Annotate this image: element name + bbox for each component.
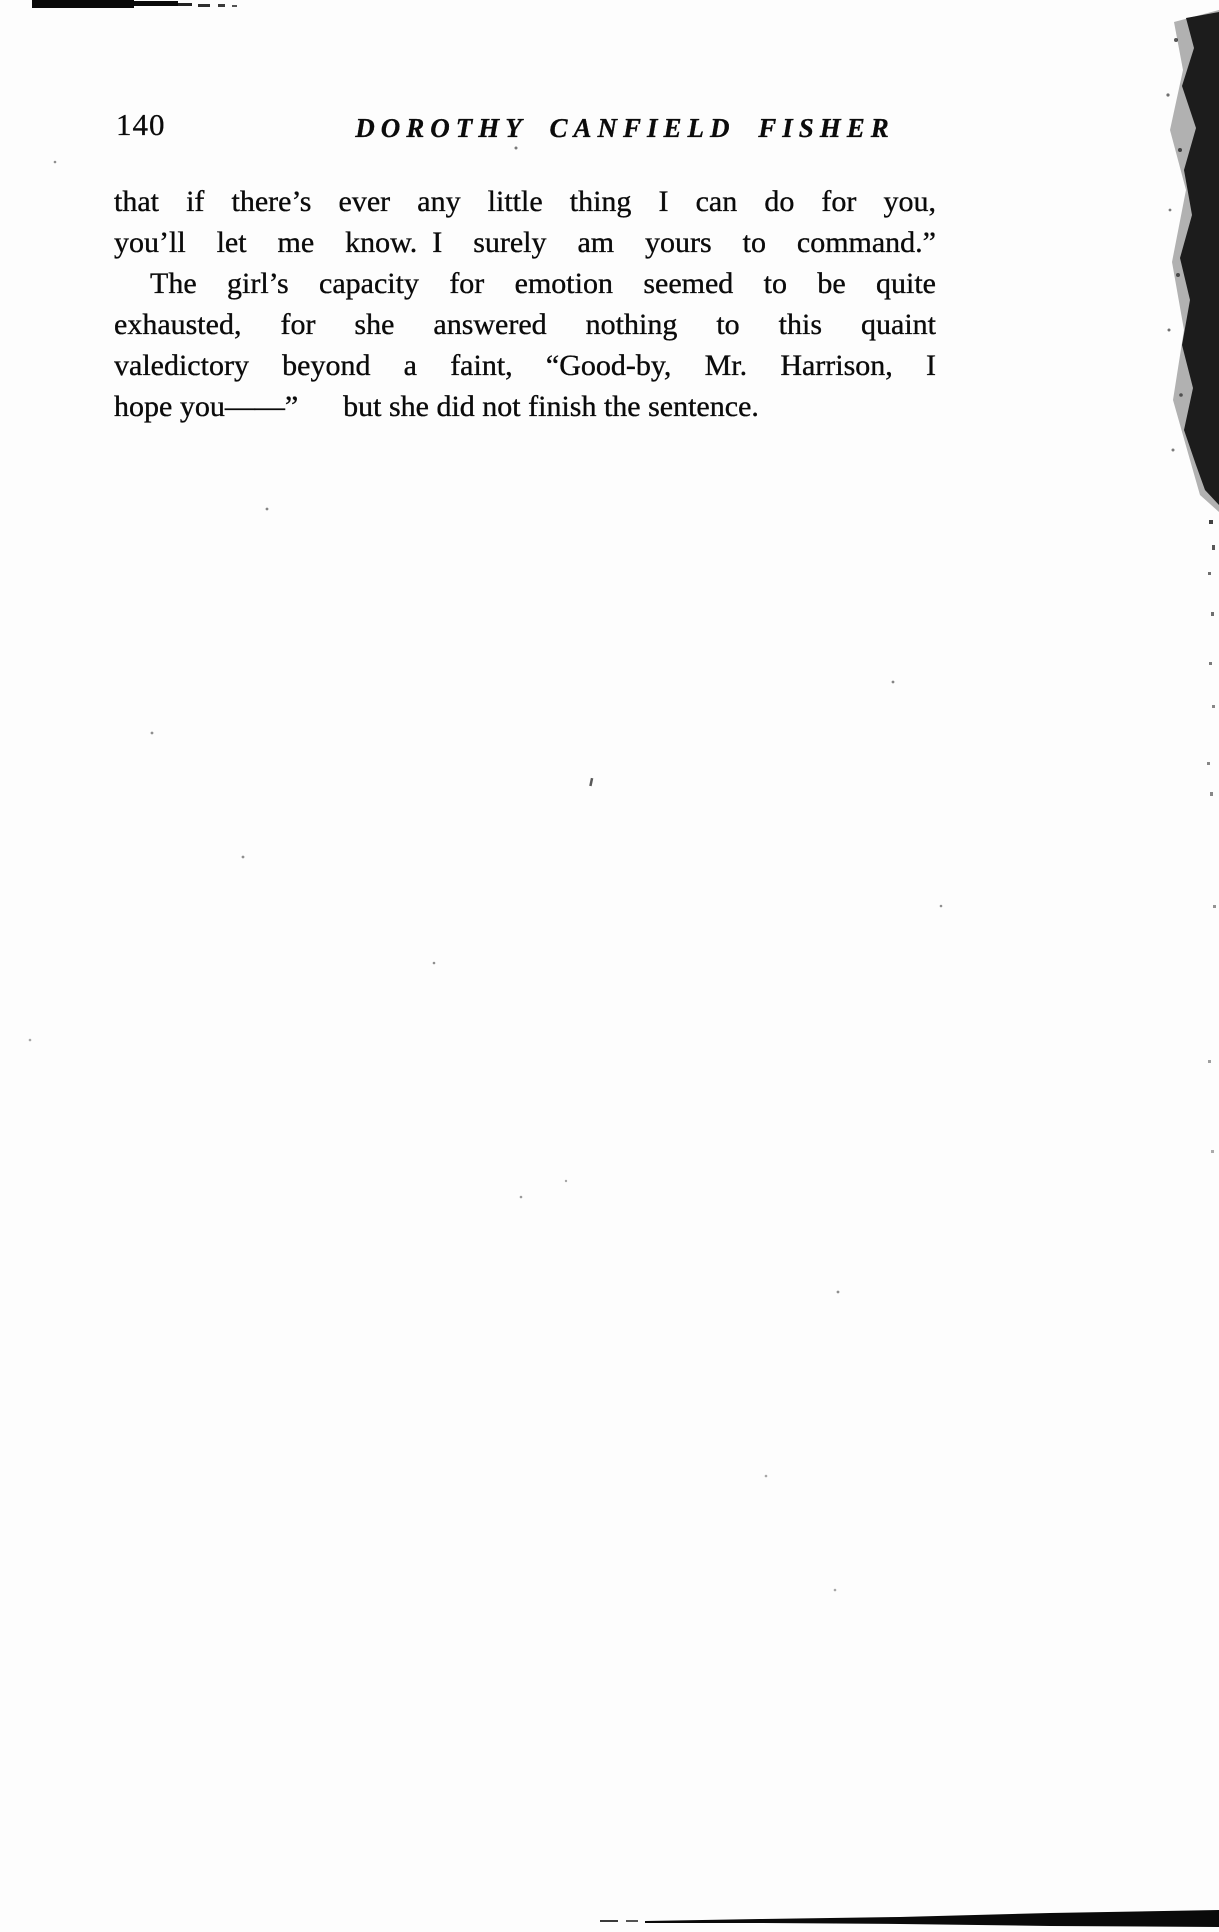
text-line: you’ll let me know. I surely am yours to command.” xyxy=(114,226,936,259)
bottom-edge-artifact xyxy=(600,1910,1219,1927)
text-line: hope you——” but she did not finish the sentence. xyxy=(114,390,759,423)
text-line: valedictory beyond a faint, “Good-by, Mr. Harrison, I xyxy=(114,349,936,382)
text-line: that if there’s ever any little thing I can do for you, xyxy=(114,185,936,218)
page-number: 140 xyxy=(116,107,166,142)
running-header: DOROTHY CANFIELD FISHER xyxy=(355,113,895,143)
text-line: The girl’s capacity for emotion seemed to be quite xyxy=(150,267,936,300)
right-edge-artifact xyxy=(1166,10,1219,1153)
text-line: exhausted, for she answered nothing to this quaint xyxy=(114,308,936,341)
paragraph xyxy=(114,181,936,263)
top-edge-artifact xyxy=(32,0,237,8)
body-text xyxy=(114,181,936,427)
paragraph xyxy=(114,263,936,427)
